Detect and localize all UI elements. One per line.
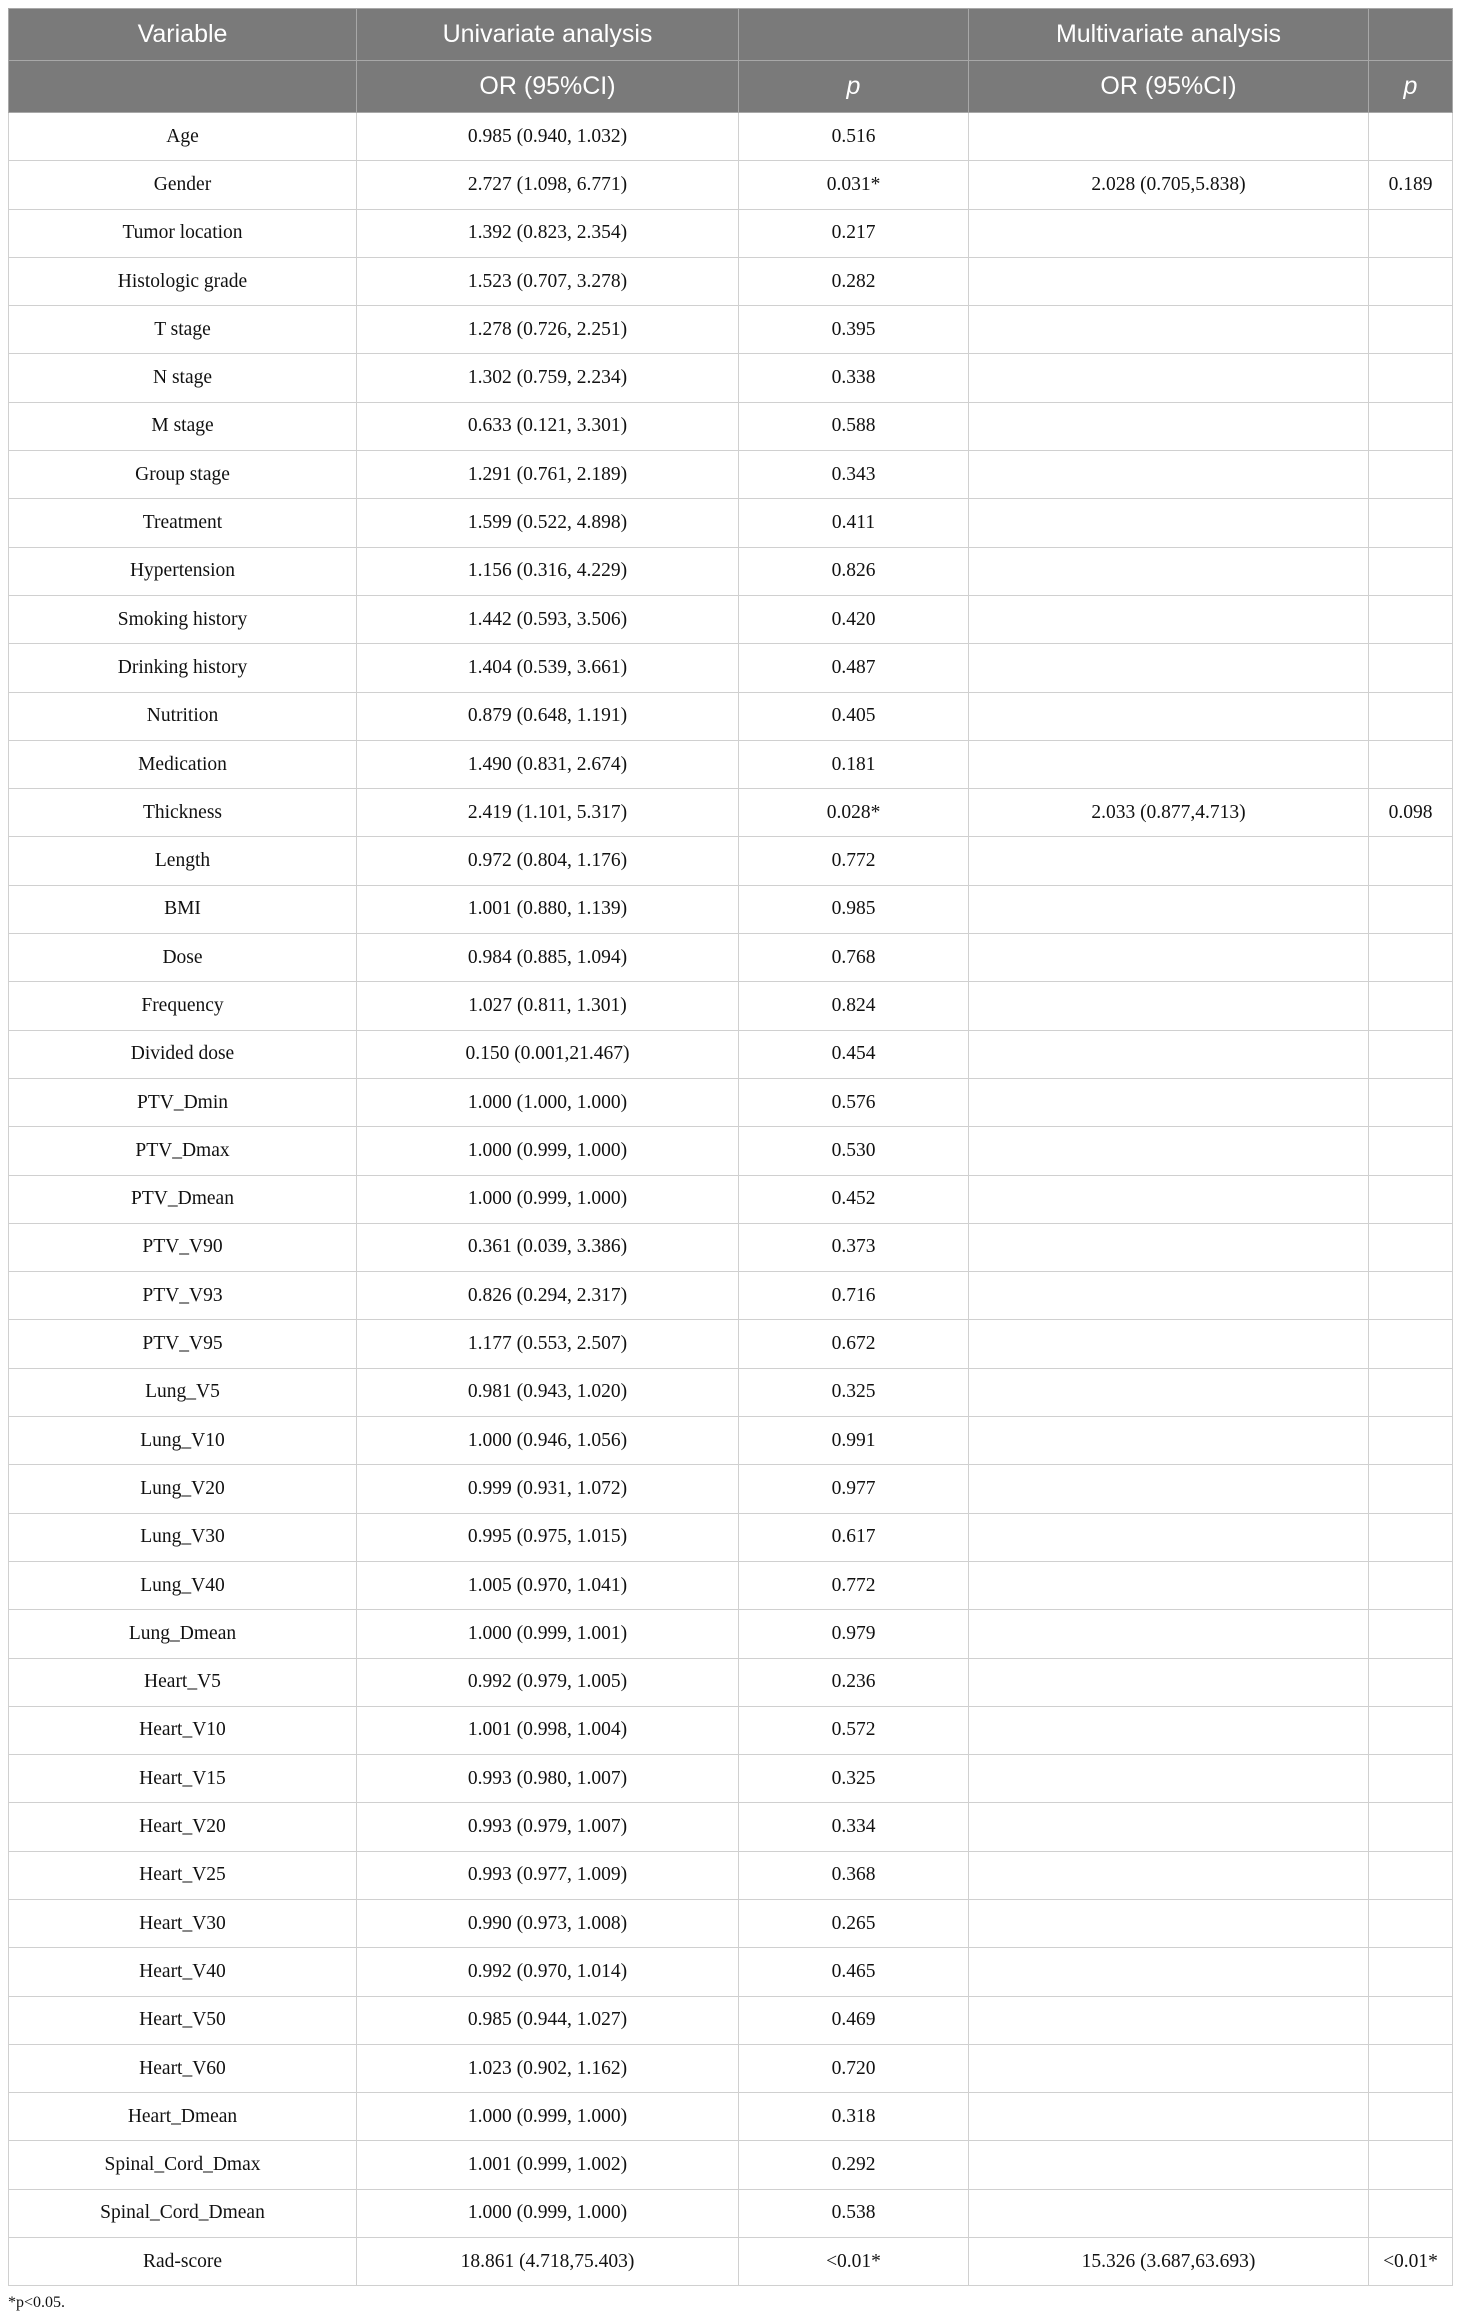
cell-multi-or [969,209,1369,257]
table-row [9,257,1453,305]
cell-uni-p: 0.338 [739,354,969,402]
cell-uni-or: 0.993 (0.980, 1.007) [357,1755,739,1803]
cell-multi-p [1369,1658,1453,1706]
cell-multi-p [1369,885,1453,933]
cell-variable: Lung_V5 [9,1368,357,1416]
header-multivariate-blank [1369,9,1453,61]
table-row [9,1078,1453,1126]
cell-variable: Treatment [9,499,357,547]
cell-multi-or [969,1417,1369,1465]
table-row [9,1320,1453,1368]
table-row [9,1465,1453,1513]
cell-multi-or [969,1851,1369,1899]
cell-uni-p: 0.572 [739,1706,969,1754]
cell-variable: Lung_V40 [9,1561,357,1609]
cell-uni-or: 0.985 (0.940, 1.032) [357,113,739,161]
cell-multi-or [969,1030,1369,1078]
table-row [9,1127,1453,1175]
table-row [9,2238,1453,2286]
cell-variable: PTV_Dmean [9,1175,357,1223]
cell-multi-or [969,2141,1369,2189]
table-row [9,1513,1453,1561]
table-row [9,1368,1453,1416]
table-row [9,1610,1453,1658]
cell-uni-or: 1.000 (0.999, 1.000) [357,1175,739,1223]
cell-variable: PTV_Dmin [9,1078,357,1126]
header-row-groups [9,9,1453,61]
cell-uni-or: 1.000 (1.000, 1.000) [357,1078,739,1126]
cell-uni-p: 0.452 [739,1175,969,1223]
table-row [9,982,1453,1030]
cell-uni-p: 0.411 [739,499,969,547]
table-row [9,789,1453,837]
cell-multi-or [969,740,1369,788]
cell-multi-p [1369,113,1453,161]
table-row [9,740,1453,788]
cell-multi-p [1369,740,1453,788]
cell-uni-or: 0.633 (0.121, 3.301) [357,402,739,450]
cell-uni-p: 0.405 [739,692,969,740]
header-variable-blank [9,61,357,113]
cell-uni-p: 0.977 [739,1465,969,1513]
cell-multi-p [1369,1851,1453,1899]
cell-multi-or [969,1996,1369,2044]
header-uni-or: OR (95%CI) [357,61,739,113]
cell-multi-or [969,402,1369,450]
cell-multi-or [969,2044,1369,2092]
cell-variable: Smoking history [9,595,357,643]
cell-uni-or: 0.993 (0.977, 1.009) [357,1851,739,1899]
cell-multi-p [1369,547,1453,595]
table-row [9,837,1453,885]
cell-uni-p: 0.979 [739,1610,969,1658]
cell-variable: Lung_V30 [9,1513,357,1561]
cell-multi-p [1369,1948,1453,1996]
cell-multi-or [969,257,1369,305]
cell-uni-or: 0.981 (0.943, 1.020) [357,1368,739,1416]
cell-uni-or: 0.999 (0.931, 1.072) [357,1465,739,1513]
cell-multi-or [969,1465,1369,1513]
table-body [9,113,1453,2286]
cell-variable: Heart_V25 [9,1851,357,1899]
table-row [9,1223,1453,1271]
cell-multi-or [969,113,1369,161]
cell-variable: Heart_V30 [9,1899,357,1947]
cell-uni-or: 1.005 (0.970, 1.041) [357,1561,739,1609]
cell-variable: PTV_V90 [9,1223,357,1271]
cell-variable: Heart_V10 [9,1706,357,1754]
cell-uni-or: 1.001 (0.998, 1.004) [357,1706,739,1754]
cell-uni-or: 0.984 (0.885, 1.094) [357,934,739,982]
cell-multi-or [969,1513,1369,1561]
cell-uni-p: 0.217 [739,209,969,257]
table-row [9,885,1453,933]
cell-uni-p: 0.236 [739,1658,969,1706]
header-row-columns [9,61,1453,113]
cell-variable: Heart_V15 [9,1755,357,1803]
header-multi-p: p [1369,61,1453,113]
cell-multi-or [969,885,1369,933]
cell-uni-p: 0.672 [739,1320,969,1368]
cell-uni-or: 0.992 (0.970, 1.014) [357,1948,739,1996]
cell-multi-p [1369,2189,1453,2237]
cell-multi-or [969,1223,1369,1271]
cell-uni-or: 1.404 (0.539, 3.661) [357,644,739,692]
table-row [9,161,1453,209]
cell-multi-p [1369,499,1453,547]
cell-variable: Frequency [9,982,357,1030]
cell-uni-p: 0.826 [739,547,969,595]
cell-multi-or [969,837,1369,885]
cell-variable: Heart_V5 [9,1658,357,1706]
cell-uni-p: 0.720 [739,2044,969,2092]
table-row [9,2141,1453,2189]
cell-uni-or: 0.985 (0.944, 1.027) [357,1996,739,2044]
cell-uni-or: 0.992 (0.979, 1.005) [357,1658,739,1706]
cell-uni-p: 0.716 [739,1272,969,1320]
cell-multi-or [969,1078,1369,1126]
cell-multi-p [1369,1610,1453,1658]
cell-multi-p [1369,402,1453,450]
cell-uni-p: 0.368 [739,1851,969,1899]
cell-uni-or: 0.826 (0.294, 2.317) [357,1272,739,1320]
cell-uni-p: 0.395 [739,306,969,354]
table-row [9,499,1453,547]
cell-uni-p: 0.181 [739,740,969,788]
cell-uni-p: 0.325 [739,1368,969,1416]
header-univariate-blank [739,9,969,61]
cell-uni-p: 0.991 [739,1417,969,1465]
cell-variable: Tumor location [9,209,357,257]
table-row [9,402,1453,450]
cell-uni-or: 1.000 (0.999, 1.000) [357,2093,739,2141]
cell-uni-p: 0.334 [739,1803,969,1851]
cell-multi-or [969,1706,1369,1754]
cell-multi-p [1369,1755,1453,1803]
cell-uni-p: 0.325 [739,1755,969,1803]
table-row [9,644,1453,692]
cell-multi-or [969,982,1369,1030]
cell-uni-or: 2.727 (1.098, 6.771) [357,161,739,209]
cell-variable: Heart_Dmean [9,2093,357,2141]
cell-multi-p [1369,1803,1453,1851]
cell-uni-p: 0.617 [739,1513,969,1561]
cell-variable: Hypertension [9,547,357,595]
cell-multi-p [1369,1996,1453,2044]
cell-uni-or: 0.879 (0.648, 1.191) [357,692,739,740]
cell-multi-or [969,934,1369,982]
cell-variable: Nutrition [9,692,357,740]
cell-uni-p: 0.465 [739,1948,969,1996]
table-row [9,595,1453,643]
cell-variable: Group stage [9,451,357,499]
cell-multi-p [1369,1030,1453,1078]
cell-uni-p: 0.343 [739,451,969,499]
cell-variable: Gender [9,161,357,209]
cell-multi-or [969,1610,1369,1658]
footnote: *p<0.05. [8,2294,66,2311]
cell-uni-or: 1.392 (0.823, 2.354) [357,209,739,257]
cell-uni-p: 0.530 [739,1127,969,1175]
cell-multi-p [1369,209,1453,257]
cell-multi-p [1369,837,1453,885]
cell-multi-or [969,1658,1369,1706]
cell-variable: Rad-score [9,2238,357,2286]
cell-variable: Heart_V60 [9,2044,357,2092]
cell-uni-or: 1.000 (0.999, 1.001) [357,1610,739,1658]
cell-variable: PTV_Dmax [9,1127,357,1175]
cell-multi-p [1369,1272,1453,1320]
cell-multi-or [969,451,1369,499]
cell-multi-p [1369,1465,1453,1513]
cell-multi-or [969,595,1369,643]
cell-multi-p [1369,2141,1453,2189]
cell-uni-p: 0.469 [739,1996,969,2044]
cell-variable: PTV_V93 [9,1272,357,1320]
cell-uni-or: 0.995 (0.975, 1.015) [357,1513,739,1561]
cell-multi-p: 0.098 [1369,789,1453,837]
cell-multi-or [969,644,1369,692]
cell-multi-or [969,1803,1369,1851]
cell-uni-or: 1.177 (0.553, 2.507) [357,1320,739,1368]
cell-uni-or: 1.599 (0.522, 4.898) [357,499,739,547]
cell-uni-or: 0.993 (0.979, 1.007) [357,1803,739,1851]
cell-multi-p: 0.189 [1369,161,1453,209]
cell-multi-p [1369,1561,1453,1609]
cell-variable: Medication [9,740,357,788]
cell-multi-or [969,1272,1369,1320]
cell-uni-p: 0.772 [739,837,969,885]
cell-uni-or: 1.000 (0.999, 1.000) [357,1127,739,1175]
table-row [9,1899,1453,1947]
header-multivariate: Multivariate analysis [969,9,1369,61]
cell-uni-or: 0.990 (0.973, 1.008) [357,1899,739,1947]
cell-multi-p [1369,982,1453,1030]
cell-uni-or: 1.523 (0.707, 3.278) [357,257,739,305]
table-row [9,1948,1453,1996]
table-row [9,2189,1453,2237]
table-row [9,1272,1453,1320]
cell-uni-p: 0.292 [739,2141,969,2189]
cell-multi-p [1369,306,1453,354]
cell-multi-or [969,1320,1369,1368]
table-row [9,1175,1453,1223]
cell-variable: Dose [9,934,357,982]
cell-uni-or: 1.278 (0.726, 2.251) [357,306,739,354]
table-row [9,1706,1453,1754]
cell-uni-or: 18.861 (4.718,75.403) [357,2238,739,2286]
table-row [9,1803,1453,1851]
table-row [9,1561,1453,1609]
cell-uni-or: 2.419 (1.101, 5.317) [357,789,739,837]
table-row [9,354,1453,402]
cell-multi-p [1369,1078,1453,1126]
cell-variable: Thickness [9,789,357,837]
header-univariate: Univariate analysis [357,9,739,61]
cell-multi-p [1369,2093,1453,2141]
cell-uni-p: 0.576 [739,1078,969,1126]
cell-uni-p: 0.588 [739,402,969,450]
table-row [9,692,1453,740]
table-row [9,2093,1453,2141]
cell-uni-or: 1.156 (0.316, 4.229) [357,547,739,595]
cell-uni-or: 1.000 (0.946, 1.056) [357,1417,739,1465]
cell-variable: M stage [9,402,357,450]
cell-uni-or: 1.001 (0.999, 1.002) [357,2141,739,2189]
cell-multi-or [969,1899,1369,1947]
cell-uni-p: 0.454 [739,1030,969,1078]
cell-multi-p [1369,1368,1453,1416]
cell-multi-or [969,1368,1369,1416]
cell-multi-p [1369,451,1453,499]
cell-uni-p: 0.516 [739,113,969,161]
header-uni-p: p [739,61,969,113]
cell-uni-or: 1.442 (0.593, 3.506) [357,595,739,643]
cell-multi-p [1369,1706,1453,1754]
cell-uni-p: 0.282 [739,257,969,305]
cell-multi-or: 15.326 (3.687,63.693) [969,2238,1369,2286]
cell-multi-p [1369,1127,1453,1175]
regression-table [8,8,1453,2286]
table-row [9,934,1453,982]
cell-variable: Lung_V10 [9,1417,357,1465]
cell-uni-p: 0.772 [739,1561,969,1609]
cell-multi-or: 2.033 (0.877,4.713) [969,789,1369,837]
cell-multi-p: <0.01* [1369,2238,1453,2286]
cell-uni-p: 0.420 [739,595,969,643]
cell-multi-p [1369,1320,1453,1368]
cell-multi-or [969,1561,1369,1609]
header-multi-or: OR (95%CI) [969,61,1369,113]
cell-uni-or: 1.000 (0.999, 1.000) [357,2189,739,2237]
cell-uni-or: 1.291 (0.761, 2.189) [357,451,739,499]
cell-variable: Divided dose [9,1030,357,1078]
cell-multi-or [969,1755,1369,1803]
cell-uni-p: 0.318 [739,2093,969,2141]
cell-multi-or [969,692,1369,740]
cell-variable: Age [9,113,357,161]
cell-multi-p [1369,1175,1453,1223]
cell-multi-or [969,1175,1369,1223]
cell-uni-or: 1.001 (0.880, 1.139) [357,885,739,933]
table-row [9,451,1453,499]
cell-multi-or: 2.028 (0.705,5.838) [969,161,1369,209]
cell-uni-or: 0.361 (0.039, 3.386) [357,1223,739,1271]
cell-uni-p: 0.031* [739,161,969,209]
cell-uni-or: 1.490 (0.831, 2.674) [357,740,739,788]
cell-uni-p: 0.487 [739,644,969,692]
cell-multi-p [1369,354,1453,402]
cell-variable: Histologic grade [9,257,357,305]
cell-variable: Heart_V40 [9,1948,357,1996]
cell-uni-or: 1.027 (0.811, 1.301) [357,982,739,1030]
cell-multi-p [1369,934,1453,982]
table-row [9,306,1453,354]
cell-variable: Lung_V20 [9,1465,357,1513]
cell-variable: Lung_Dmean [9,1610,357,1658]
cell-uni-or: 0.972 (0.804, 1.176) [357,837,739,885]
table-header [9,9,1453,113]
table-row [9,209,1453,257]
cell-multi-or [969,499,1369,547]
cell-multi-or [969,306,1369,354]
cell-variable: N stage [9,354,357,402]
table-row [9,547,1453,595]
cell-variable: Heart_V50 [9,1996,357,2044]
cell-uni-or: 1.302 (0.759, 2.234) [357,354,739,402]
cell-multi-p [1369,644,1453,692]
cell-variable: Spinal_Cord_Dmax [9,2141,357,2189]
cell-multi-p [1369,257,1453,305]
cell-multi-or [969,547,1369,595]
cell-variable: Length [9,837,357,885]
cell-uni-p: <0.01* [739,2238,969,2286]
cell-uni-or: 1.023 (0.902, 1.162) [357,2044,739,2092]
table-row [9,1417,1453,1465]
cell-uni-p: 0.768 [739,934,969,982]
header-variable: Variable [9,9,357,61]
cell-variable: BMI [9,885,357,933]
cell-multi-p [1369,1899,1453,1947]
table-row [9,113,1453,161]
cell-variable: Drinking history [9,644,357,692]
table-row [9,1996,1453,2044]
cell-uni-p: 0.985 [739,885,969,933]
cell-multi-or [969,2093,1369,2141]
cell-variable: Spinal_Cord_Dmean [9,2189,357,2237]
cell-variable: PTV_V95 [9,1320,357,1368]
table-container [8,8,1452,2286]
table-row [9,1658,1453,1706]
cell-uni-p: 0.028* [739,789,969,837]
cell-variable: Heart_V20 [9,1803,357,1851]
cell-multi-p [1369,2044,1453,2092]
cell-uni-or: 0.150 (0.001,21.467) [357,1030,739,1078]
cell-multi-p [1369,692,1453,740]
cell-uni-p: 0.824 [739,982,969,1030]
cell-variable: T stage [9,306,357,354]
table-row [9,1851,1453,1899]
cell-multi-or [969,1127,1369,1175]
cell-multi-or [969,354,1369,402]
cell-multi-p [1369,1513,1453,1561]
cell-uni-p: 0.538 [739,2189,969,2237]
cell-uni-p: 0.265 [739,1899,969,1947]
cell-multi-p [1369,1223,1453,1271]
cell-multi-or [969,1948,1369,1996]
table-row [9,1030,1453,1078]
table-row [9,2044,1453,2092]
cell-uni-p: 0.373 [739,1223,969,1271]
cell-multi-or [969,2189,1369,2237]
table-row [9,1755,1453,1803]
cell-multi-p [1369,595,1453,643]
cell-multi-p [1369,1417,1453,1465]
